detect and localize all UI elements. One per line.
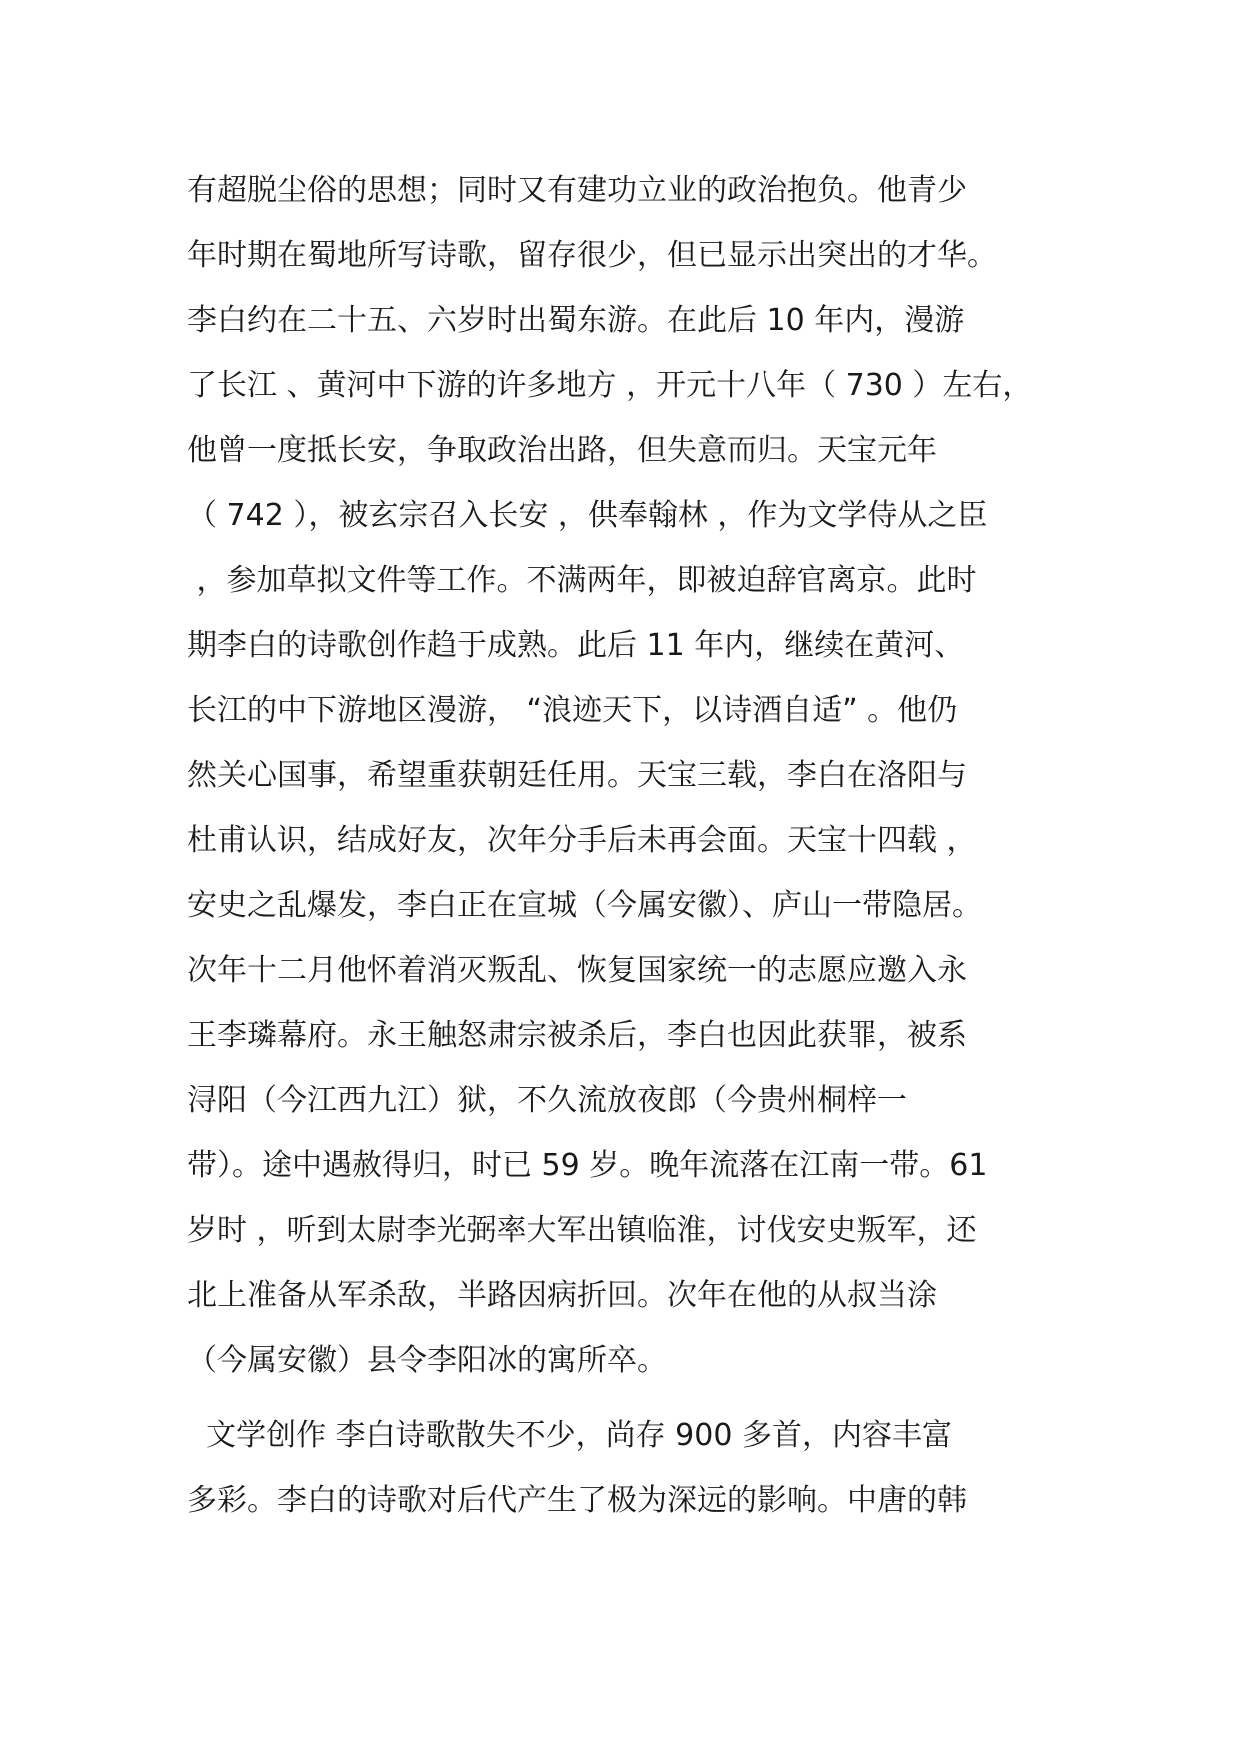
- text-line: 岁时 ，听到太尉李光弼率大军出镇临淮，讨伐安史叛军，还: [187, 1213, 977, 1248]
- text-line: ，参加草拟文件等工作。不满两年，即被迫辞官离京。此时: [187, 563, 977, 598]
- text-line: 安史之乱爆发，李白正在宣城（今属安徽）、庐山一带隐居。: [187, 888, 982, 923]
- text-line: 带）。途中遇赦得归，时已 59 岁。晚年流落在江南一带。61: [187, 1148, 988, 1183]
- text-line: 浔阳（今江西九江）狱，不久流放夜郎（今贵州桐梓一: [187, 1083, 907, 1118]
- text-line: 多彩。李白的诗歌对后代产生了极为深远的影响。中唐的韩: [187, 1483, 967, 1518]
- text-line: 文学创作 李白诗歌散失不少，尚存 900 多首，内容丰富: [187, 1418, 952, 1453]
- text-line: （今属安徽）县令李阳冰的寓所卒。: [187, 1343, 667, 1378]
- text-line: 长江的中下游地区漫游， “浪迹天下，以诗酒自适” 。他仍: [187, 693, 958, 728]
- body-text: [187, 158, 1067, 1533]
- text-line: 次年十二月他怀着消灭叛乱、恢复国家统一的志愿应邀入永: [187, 953, 967, 988]
- text-line: 杜甫认识，结成好友，次年分手后未再会面。天宝十四载 ，: [187, 823, 977, 858]
- text-line: 了长江 、黄河中下游的许多地方 ，开元十八年（ 730 ）左右，: [187, 368, 1033, 403]
- text-line: 王李璘幕府。永王触怒肃宗被杀后，李白也因此获罪，被系: [187, 1018, 967, 1053]
- text-line: 有超脱尘俗的思想；同时又有建功立业的政治抱负。他青少: [187, 173, 967, 208]
- text-line: 李白约在二十五、六岁时出蜀东游。在此后 10 年内，漫游: [187, 303, 965, 338]
- text-line: 北上准备从军杀敌，半路因病折回。次年在他的从叔当涂: [187, 1278, 937, 1313]
- text-line: 他曾一度抵长安，争取政治出路，但失意而归。天宝元年: [187, 433, 937, 468]
- text-line: 年时期在蜀地所写诗歌，留存很少，但已显示出突出的才华。: [187, 238, 997, 273]
- text-line: 然关心国事，希望重获朝廷任用。天宝三载，李白在洛阳与: [187, 758, 967, 793]
- text-line: （ 742 ），被玄宗召入长安 ，供奉翰林 ，作为文学侍从之臣: [187, 498, 988, 533]
- text-line: 期李白的诗歌创作趋于成熟。此后 11 年内，继续在黄河、: [187, 628, 965, 663]
